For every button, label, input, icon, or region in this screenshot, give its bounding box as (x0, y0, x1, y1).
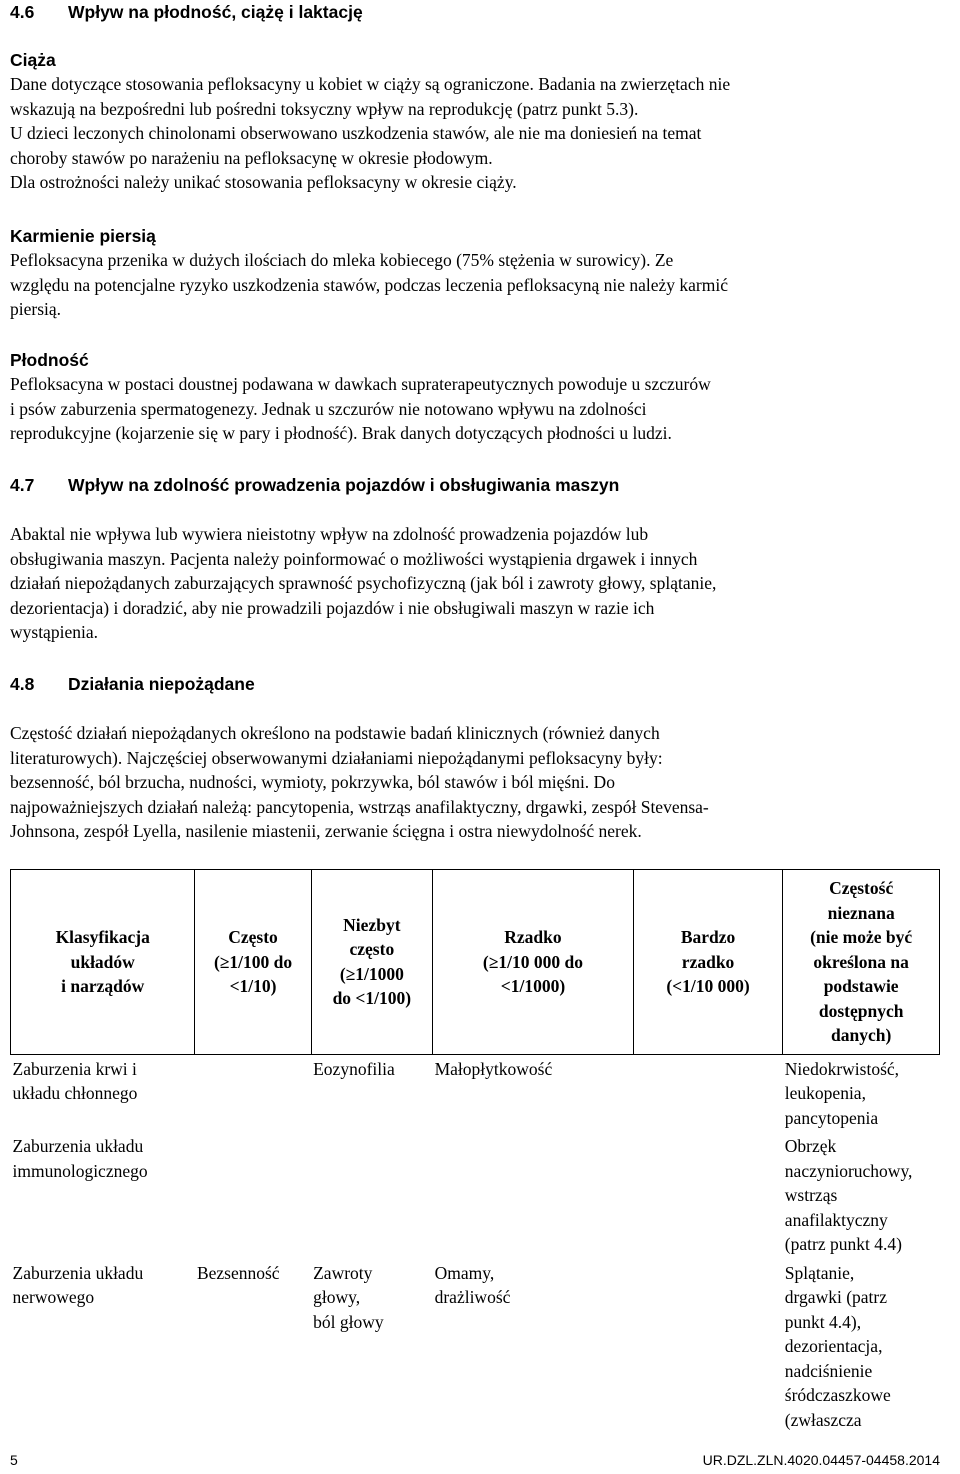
paragraph-line: wystąpienia. (10, 622, 98, 642)
paragraph-line: wskazują na bezpośredni lub pośredni toksyczny wpływ na reprodukcję (patrz punkt 5.3). (10, 98, 639, 119)
header-system-organ-class: Klasyfikacja układów i narządów (11, 870, 195, 1055)
paragraph-line: piersią. (10, 299, 62, 319)
table-cell: Splątanie, drgawki (patrz punkt 4.4), dezorientacja, nadciśnienie śródczaszkowe (zwłaszcza (784, 1262, 891, 1430)
paragraph-line: i psów zaburzenia spermatogenezy. Jednak u szczurów nie notowano wpływu na zdolności (10, 398, 647, 419)
paragraph-line: Pefloksacyna w postaci doustnej podawana w dawkach supraterapeutycznych powoduje u szczurów (10, 374, 711, 394)
table-cell: Eozynofilia (313, 1058, 395, 1079)
table-cell (195, 1132, 311, 1259)
paragraph-line: działań niepożądanych zaburzających sprawność psychofizyczną (jak ból i zawroty głowy, splątanie, (10, 573, 717, 593)
breastfeeding-block (10, 224, 728, 322)
section-title: Wpływ na płodność, ciążę i laktację (68, 2, 363, 22)
paragraph-line: Częstość działań niepożądanych określono na podstawie badań klinicznych (również danych (10, 723, 660, 743)
table-cell (633, 1132, 783, 1259)
table-cell: Niedokrwistość, leukopenia, pancytopenia (784, 1058, 900, 1128)
table-cell: Zaburzenia krwi i układu chłonnego (12, 1058, 138, 1103)
section-number: 4.8 (10, 674, 35, 694)
table-cell (311, 1132, 432, 1259)
table-cell: Zaburzenia układu immunologicznego (12, 1136, 148, 1181)
paragraph-line: obsługiwania maszyn. Pacjenta należy poinformować o możliwości wystąpienia drgawek i innych (10, 548, 698, 569)
table-row (11, 1054, 940, 1132)
section-4-6-heading (10, 0, 363, 24)
paragraph-line: względu na potencjalne ryzyko uszkodzenia stawów, podczas leczenia pefloksacyną nie należy karmić (10, 274, 728, 295)
table-cell (633, 1054, 783, 1132)
table-header-row (11, 870, 940, 1055)
pregnancy-heading: Ciąża (10, 50, 56, 70)
breastfeeding-heading: Karmienie piersią (10, 226, 156, 246)
driving-block (10, 522, 716, 645)
header-unknown: Częstość nieznana (nie może być określona na podstawie dostępnych danych) (783, 870, 940, 1055)
table-row (11, 1259, 940, 1435)
header-rare: Rzadko (≥1/10 000 do <1/1000) (433, 870, 634, 1055)
table-cell (633, 1259, 783, 1435)
section-title: Działania niepożądane (68, 674, 255, 694)
paragraph-line: reprodukcyjne (kojarzenie się w pary i płodność). Brak danych dotyczących płodności u ludzi. (10, 423, 672, 443)
paragraph-line: Pefloksacyna przenika w dużych ilościach do mleka kobiecego (75% stężenia w surowicy). Ze (10, 250, 674, 270)
paragraph-line: Dla ostrożności należy unikać stosowania pefloksacyny w okresie ciąży. (10, 172, 517, 192)
section-number: 4.7 (10, 475, 35, 495)
page-number: 5 (10, 1452, 18, 1468)
table-row (11, 1132, 940, 1259)
table-cell: Bezsenność (196, 1262, 280, 1283)
header-very-rare: Bardzo rzadko (<1/10 000) (633, 870, 783, 1055)
header-common: Często (≥1/100 do <1/10) (195, 870, 311, 1055)
table-cell: Obrzęk naczynioruchowy, wstrząs anafilaktyczny (patrz punkt 4.4) (784, 1136, 913, 1254)
paragraph-line: Abaktal nie wpływa lub wywiera nieistotny wpływ na zdolność prowadzenia pojazdów lub (10, 524, 649, 544)
section-4-8-heading (10, 672, 255, 696)
table-cell: Małopłytkowość (434, 1058, 553, 1079)
frequency-block (10, 721, 709, 844)
paragraph-line: choroby stawów po narażeniu na pefloksacynę w okresie płodowym. (10, 147, 493, 168)
paragraph-line: U dzieci leczonych chinolonami obserwowano uszkodzenia stawów, ale nie ma doniesień na temat (10, 123, 702, 143)
section-number: 4.6 (10, 2, 35, 22)
document-code: UR.DZL.ZLN.4020.04457-04458.2014 (702, 1452, 940, 1468)
table-cell: Zaburzenia układu nerwowego (12, 1262, 144, 1307)
header-uncommon: Niezbyt często (≥1/1000 do <1/100) (311, 870, 432, 1055)
paragraph-line: Dane dotyczące stosowania pefloksacyny u kobiet w ciąży są ograniczone. Badania na zwierzętach nie (10, 74, 731, 94)
paragraph-line: Johnsona, zespół Lyella, nasilenie miastenii, zerwanie ścięgna i ostra niewydolność nerek. (10, 821, 642, 841)
pregnancy-block (10, 48, 730, 195)
paragraph-line: literaturowych). Najczęściej obserwowanymi działaniami niepożądanymi pefloksacyny były: (10, 747, 663, 768)
table-cell (433, 1132, 634, 1259)
fertility-block (10, 348, 711, 446)
table-cell: Zawroty głowy, ból głowy (313, 1262, 384, 1332)
paragraph-line: najpoważniejszych działań należą: pancytopenia, wstrząs anafilaktyczny, drgawki, zespół Stevensa- (10, 796, 709, 817)
table-cell (195, 1054, 311, 1132)
paragraph-line: dezorientacja) i doradzić, aby nie prowadzili pojazdów i nie obsługiwali maszyn w razie ich (10, 597, 655, 618)
table-cell: Omamy, drażliwość (434, 1262, 511, 1307)
fertility-heading: Płodność (10, 350, 89, 370)
section-title: Wpływ na zdolność prowadzenia pojazdów i obsługiwania maszyn (68, 475, 620, 495)
section-4-7-heading (10, 473, 619, 497)
adverse-effects-table (10, 869, 940, 1434)
paragraph-line: bezsenność, ból brzucha, nudności, wymioty, pokrzywka, ból stawów i ból mięśni. Do (10, 772, 615, 792)
